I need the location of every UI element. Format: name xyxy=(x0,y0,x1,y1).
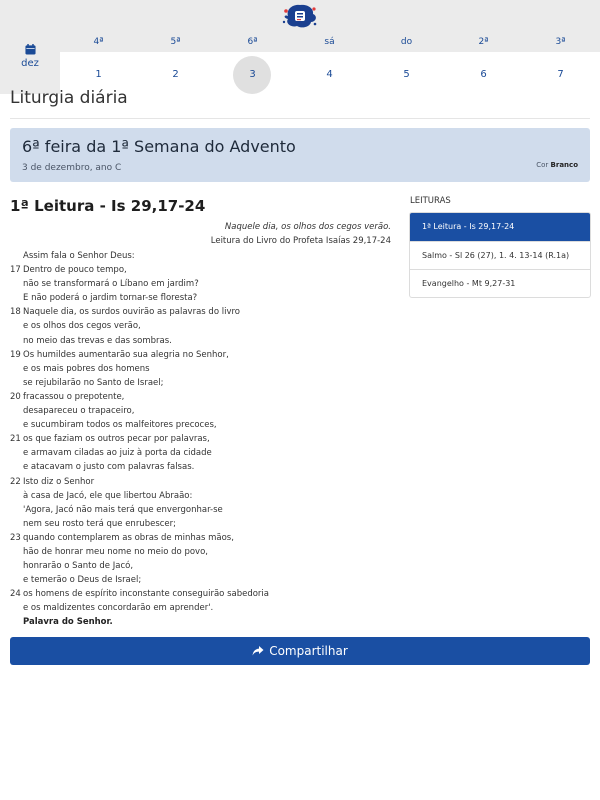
day-card xyxy=(10,128,590,182)
verse-text: Naquele dia, os surdos ouvirão as palavras do livro xyxy=(23,307,240,318)
readings-heading: LEITURAS xyxy=(410,196,451,206)
reading-link-first[interactable]: 1ª Leitura - Is 29,17-24 xyxy=(410,213,590,241)
verse-line xyxy=(10,432,390,446)
verse-text: Assim fala o Senhor Deus: xyxy=(23,251,135,261)
verse-text: e atacavam o justo com palavras falsas. xyxy=(23,462,195,473)
verse-line xyxy=(10,587,390,601)
reading-link-psalm[interactable]: Salmo - Sl 26 (27), 1. 4. 13-14 (R.1a) xyxy=(410,241,590,269)
verse-text: quando contemplarem as obras de minhas mãos, xyxy=(23,532,234,543)
reading-text xyxy=(10,249,390,630)
color-label: Cor xyxy=(536,161,549,169)
reading-title: 1ª Leitura - Is 29,17-24 xyxy=(10,197,206,215)
verse-number: 24 xyxy=(10,589,21,600)
verse-line xyxy=(10,263,390,277)
verse-text: e temerão o Deus de Israel; xyxy=(23,575,142,586)
verse-line xyxy=(10,615,390,629)
day-card-subtitle: 3 de dezembro, ano C xyxy=(22,163,122,173)
verse-line xyxy=(10,531,390,545)
day-button[interactable]: 4 xyxy=(326,69,333,80)
verse-line xyxy=(10,503,390,517)
verse-line xyxy=(10,601,390,615)
verse-line xyxy=(10,348,390,362)
verse-text: desapareceu o trapaceiro, xyxy=(23,406,135,417)
month-label: dez xyxy=(21,58,39,69)
verse-number: 21 xyxy=(10,434,21,445)
readings-list xyxy=(409,212,591,298)
verse-number: 23 xyxy=(10,532,21,543)
verse-text: e armavam ciladas ao juiz à porta da cidade xyxy=(23,448,212,459)
verse-number: 22 xyxy=(10,476,21,487)
verse-text: não se transformará o Líbano em jardim? xyxy=(23,279,199,290)
weekday-label: 6ª xyxy=(247,37,258,47)
verse-line xyxy=(10,319,390,333)
verse-text: à casa de Jacó, ele que libertou Abraão: xyxy=(23,490,193,501)
verse-text: fracassou o prepotente, xyxy=(23,391,125,402)
verse-text: e os mais pobres dos homens xyxy=(23,363,150,374)
weekday-label: 2ª xyxy=(478,37,489,47)
liturgical-color xyxy=(536,161,578,169)
verse-line xyxy=(10,291,390,305)
day-button[interactable]: 6 xyxy=(480,69,487,80)
app-logo xyxy=(280,2,320,30)
day-button[interactable]: 7 xyxy=(557,69,564,80)
verse-number: 20 xyxy=(10,391,21,402)
verse-line xyxy=(10,334,390,348)
verse-line xyxy=(10,418,390,432)
reading-link-gospel[interactable]: Evangelho - Mt 9,27-31 xyxy=(410,269,590,297)
day-button[interactable]: 2 xyxy=(172,69,179,80)
verse-line xyxy=(10,460,390,474)
verse-line xyxy=(10,446,390,460)
share-label: Compartilhar xyxy=(269,644,348,658)
verse-line xyxy=(10,545,390,559)
day-button[interactable]: 1 xyxy=(95,69,102,80)
verse-line xyxy=(10,573,390,587)
verse-line xyxy=(10,489,390,503)
weekday-label: sá xyxy=(324,37,335,47)
verse-text: os homens de espírito inconstante conseguirão sabedoria xyxy=(23,589,270,600)
verse-text: e sucumbiram todos os malfeitores precoces, xyxy=(23,420,217,431)
verse-line xyxy=(10,305,390,319)
verse-line xyxy=(10,390,390,404)
divider xyxy=(10,118,590,119)
verse-text: Isto diz o Senhor xyxy=(23,476,95,487)
page-title: Liturgia diária xyxy=(10,88,128,108)
verse-line xyxy=(10,404,390,418)
verse-line xyxy=(10,376,390,390)
verse-text: se rejubilarão no Santo de Israel; xyxy=(23,377,164,388)
verse-text: os que faziam os outros pecar por palavras, xyxy=(23,434,210,445)
day-card-title: 6ª feira da 1ª Semana do Advento xyxy=(22,137,296,156)
verse-text: hão de honrar meu nome no meio do povo, xyxy=(23,546,208,557)
verse-line xyxy=(10,362,390,376)
day-button[interactable]: 5 xyxy=(403,69,410,80)
calendar-icon xyxy=(25,44,36,55)
weekday-label: 3ª xyxy=(555,37,566,47)
verse-number: 17 xyxy=(10,265,21,276)
verse-line xyxy=(10,277,390,291)
verse-text: nem seu rosto terá que enrubescer; xyxy=(23,518,177,529)
weekday-label: 4ª xyxy=(93,37,104,47)
verse-text: Os humildes aumentarão sua alegria no Senhor, xyxy=(23,349,229,360)
verse-number: 19 xyxy=(10,349,21,360)
color-value: Branco xyxy=(550,161,578,169)
verse-text: Dentro de pouco tempo, xyxy=(23,265,127,276)
month-selector[interactable] xyxy=(0,44,60,69)
verse-text: Palavra do Senhor. xyxy=(23,617,113,628)
share-button[interactable] xyxy=(10,637,590,665)
verse-text: E não poderá o jardim tornar-se floresta? xyxy=(23,293,198,304)
verse-text: e os olhos dos cegos verão, xyxy=(23,321,141,332)
share-icon xyxy=(252,645,264,657)
verse-line xyxy=(10,559,390,573)
verse-line xyxy=(10,475,390,489)
verse-number: 18 xyxy=(10,307,21,318)
weekday-label: do xyxy=(400,37,413,47)
reading-source: Leitura do Livro do Profeta Isaías 29,17-24 xyxy=(210,236,391,246)
verse-text: 'Agora, Jacó não mais terá que envergonhar-se xyxy=(23,504,223,515)
verse-text: honrarão o Santo de Jacó, xyxy=(23,561,134,572)
day-button-selected[interactable]: 3 xyxy=(214,56,291,94)
reading-antiphon: Naquele dia, os olhos dos cegos verão. xyxy=(224,222,391,232)
weekday-label: 5ª xyxy=(170,37,181,47)
verse-text: e os maldizentes concordarão em aprender'. xyxy=(23,603,214,614)
verse-line xyxy=(10,249,390,263)
verse-text: no meio das trevas e das sombras. xyxy=(23,335,172,346)
verse-line xyxy=(10,517,390,531)
